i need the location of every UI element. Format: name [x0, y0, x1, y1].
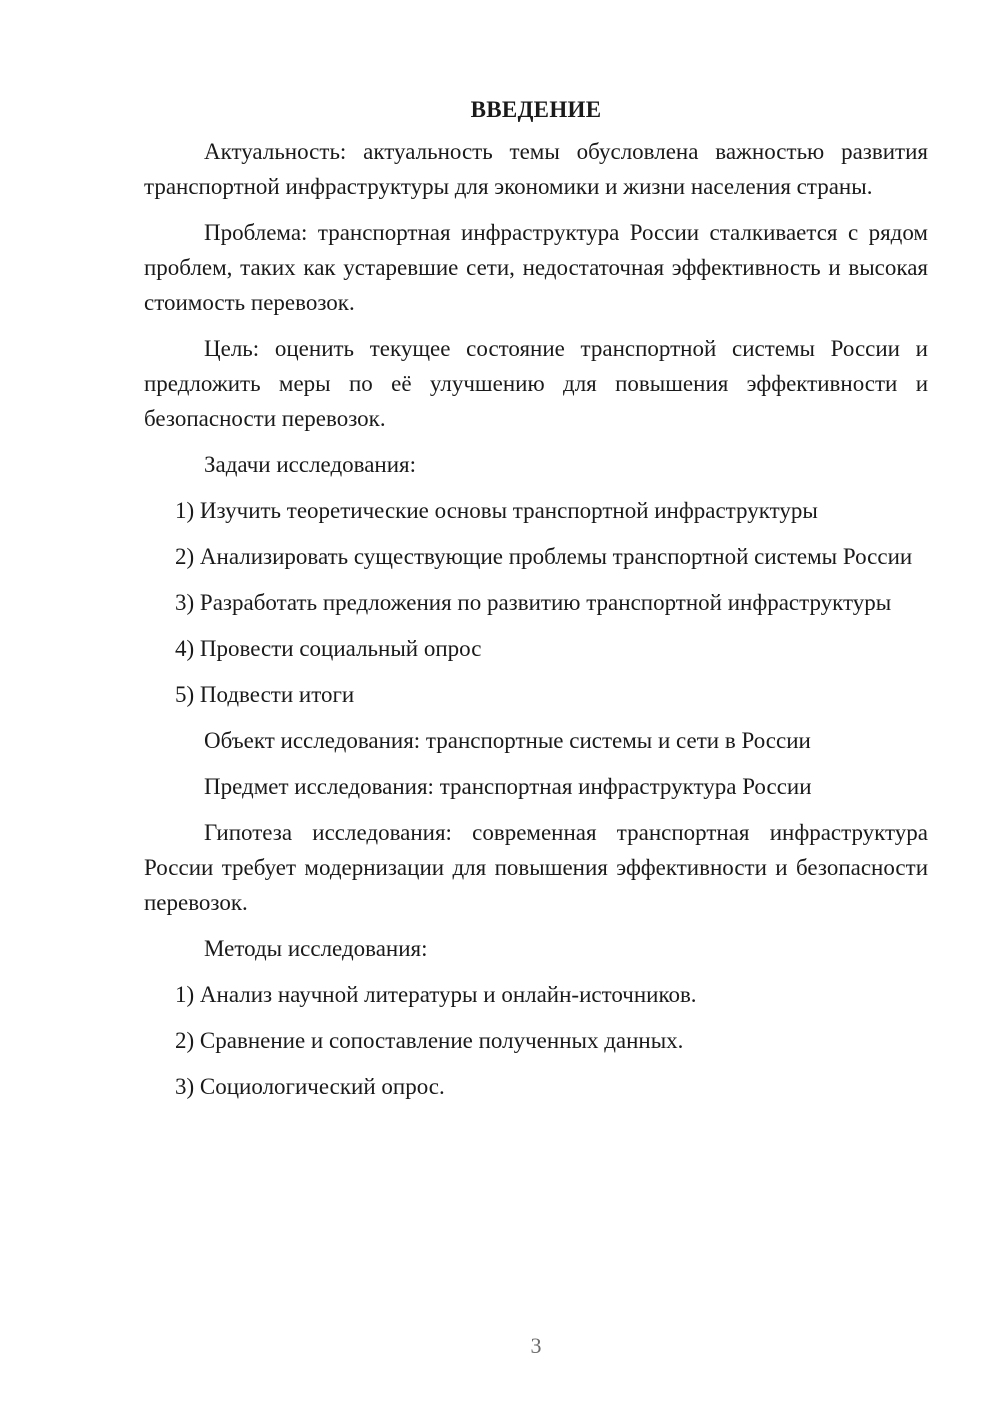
task-item: 5) Подвести итоги [175, 682, 355, 707]
methods-heading: Методы исследования: [204, 936, 428, 961]
task-item: 3) Разработать предложения по развитию транспортной инфраструктуры [175, 590, 892, 615]
page-number: 3 [530, 1333, 542, 1358]
relevance-paragraph: Актуальность: актуальность темы обусловлена важностью развития транспортной инфраструктуры для экономики и жизни населения страны. [144, 139, 928, 199]
subject-paragraph: Предмет исследования: транспортная инфраструктура России [204, 774, 812, 799]
hypothesis-paragraph: Гипотеза исследования: современная транспортная инфраструктура России требует модернизации для повышения эффективности и безопасности перевозок. [144, 820, 928, 915]
tasks-heading: Задачи исследования: [204, 452, 417, 477]
goal-paragraph: Цель: оценить текущее состояние транспортной системы России и предложить меры по её улучшению для повышения эффективности и безопасности перевозок. [144, 336, 928, 431]
method-item: 1) Анализ научной литературы и онлайн-источников. [175, 982, 697, 1007]
page-content [144, 96, 928, 1115]
object-paragraph: Объект исследования: транспортные системы и сети в России [204, 728, 811, 753]
problem-paragraph: Проблема: транспортная инфраструктура России сталкивается с рядом проблем, таких как устаревшие сети, недостаточная эффективность и высокая стоимость перевозок. [144, 220, 928, 315]
method-item: 3) Социологический опрос. [175, 1074, 445, 1099]
task-item: 4) Провести социальный опрос [175, 636, 482, 661]
method-item: 2) Сравнение и сопоставление полученных данных. [175, 1028, 684, 1053]
task-item: 1) Изучить теоретические основы транспортной инфраструктуры [175, 498, 818, 523]
section-title: ВВЕДЕНИЕ [470, 97, 602, 122]
task-item: 2) Анализировать существующие проблемы транспортной системы России [175, 544, 913, 569]
